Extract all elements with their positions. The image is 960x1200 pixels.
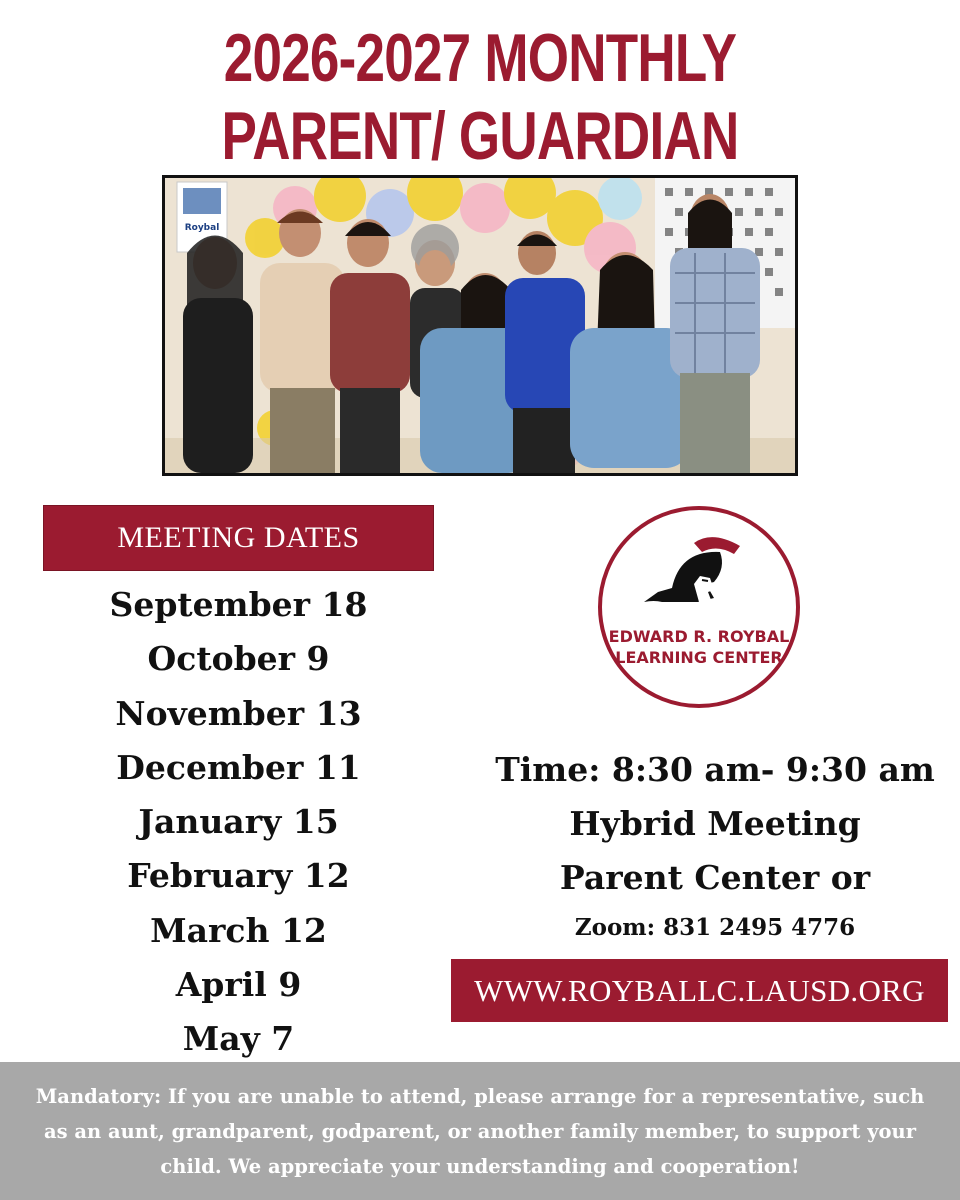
meeting-dates-heading: MEETING DATES [43, 505, 434, 571]
title-line-2: PARENT/ GUARDIAN [221, 98, 739, 174]
website-link[interactable]: WWW.ROYBALLC.LAUSD.ORG [451, 959, 948, 1022]
trojan-helmet-icon [602, 518, 796, 628]
meeting-date-item: April 9 [175, 965, 302, 1005]
title-line-1: 2026-2027 MONTHLY [223, 20, 737, 96]
mandatory-notice: Mandatory: If you are unable to attend, please arrange for a representative, such as an aunt, grandparent, godparent, or another family member, to support your child. We appreciate your understanding and cooperation! [35, 1084, 925, 1178]
group-photo [162, 175, 798, 476]
meeting-date-item: January 15 [138, 802, 339, 842]
poster-text: Roybal [184, 223, 220, 233]
meeting-date-item: May 7 [182, 1019, 295, 1059]
meeting-time: Time: 8:30 am- 9:30 am [495, 750, 935, 789]
meeting-location: Parent Center or [559, 858, 871, 897]
school-logo [598, 506, 800, 708]
meeting-date-item: March 12 [150, 910, 327, 950]
logo-line-1: EDWARD R. ROYBAL [608, 627, 790, 646]
meeting-date-item: October 9 [147, 639, 330, 679]
meeting-date-item: December 11 [116, 747, 361, 787]
meeting-date-item: September 18 [109, 585, 368, 624]
footer-banner [0, 1062, 960, 1200]
zoom-id: Zoom: 831 2495 4776 [574, 914, 856, 941]
meeting-dates-list [43, 578, 434, 1067]
meeting-date-item: February 12 [127, 856, 350, 896]
meeting-date-item: November 13 [115, 693, 362, 733]
meeting-format: Hybrid Meeting [569, 804, 861, 843]
logo-line-2: LEARNING CENTER [615, 648, 783, 667]
